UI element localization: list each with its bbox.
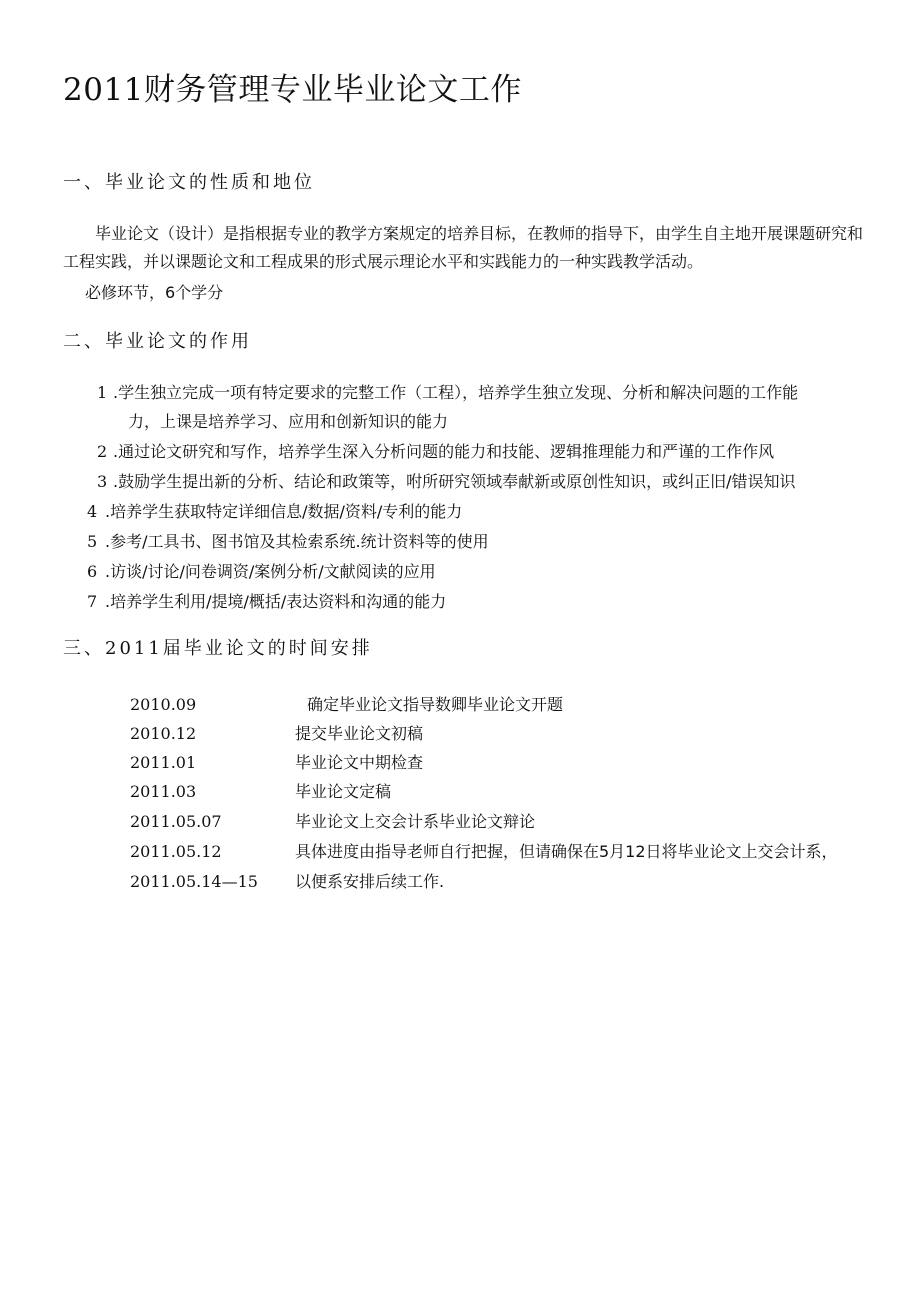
schedule-description: 以便系安排后续工作. <box>295 872 445 891</box>
list-item-text: .通过论文研究和写作，培养学生深入分析问题的能力和技能、逻辑推理能力和严谨的工作作风 <box>113 442 775 461</box>
list-item-number: 6 <box>87 562 98 581</box>
schedule-row <box>130 690 890 719</box>
section-nature-paragraph: 毕业论文（设计）是指根据专业的教学方案规定的培养目标，在教师的指导下，由学生自主地开展课题研究和工程实践，并以课题论文和工程成果的形式展示理论水平和实践能力的一种实践教学活动。 <box>63 224 864 271</box>
schedule-description: 毕业论文上交会计系毕业论文辩论 <box>295 812 536 831</box>
schedule-date: 2011.01 <box>130 753 197 772</box>
list-item-text: .鼓励学生提出新的分析、结论和政策等，咐所研究领域奉献新或原创性知识，或纠正旧/错误知识 <box>113 472 796 491</box>
schedule-description: 毕业论文中期检查 <box>295 753 424 772</box>
list-item-text: .培养学生获取特定详细信息/数据/资料/专利的能力 <box>105 502 463 521</box>
schedule-row <box>130 807 890 836</box>
schedule-date: 2011.05.12 <box>130 842 222 861</box>
schedule-row <box>130 837 890 866</box>
schedule-date: 2011.03 <box>130 782 197 801</box>
list-item-number: 2 <box>97 442 108 461</box>
schedule-row <box>130 719 890 748</box>
list-item <box>0 558 920 586</box>
schedule-date: 2010.09 <box>130 695 197 714</box>
schedule-date: 2010.12 <box>130 724 197 743</box>
schedule-row <box>130 867 890 896</box>
list-item-number: 1 <box>97 383 108 402</box>
schedule-row <box>130 777 890 806</box>
schedule-description: 提交毕业论文初稿 <box>295 724 424 743</box>
list-item <box>0 588 920 616</box>
list-item <box>0 438 920 466</box>
list-item <box>0 468 920 496</box>
list-item-text: .参考/工具书、图书馆及其检索系统.统计资料等的使用 <box>105 532 489 551</box>
section-heading-schedule: 三、2011届毕业论文的时间安排 <box>63 638 373 659</box>
schedule-date: 2011.05.07 <box>130 812 222 831</box>
list-item <box>0 379 920 435</box>
list-item-text: .培养学生利用/提境/概括/表达资料和沟通的能力 <box>105 592 447 611</box>
credit-note: 必修环节，6个学分 <box>85 283 224 302</box>
list-item-text: .学生独立完成一项有特定要求的完整工作（工程），培养学生独立发现、分析和解决问题的工作能 <box>113 383 799 402</box>
schedule-description: 毕业论文定稿 <box>295 782 392 801</box>
list-item-text-continued: 力，上课是培养学习、应用和创新知识的能力 <box>128 412 449 431</box>
page-title: 2011财务管理专业毕业论文工作 <box>63 72 522 108</box>
schedule-description: 具体进度由指导老师自行把握，但请确保在5月12日将毕业论文上交会计系， <box>295 842 838 861</box>
list-item <box>0 498 920 526</box>
section-heading-nature: 一、毕业论文的性质和地位 <box>63 172 315 193</box>
list-item-number: 5 <box>87 532 98 551</box>
section-heading-role: 二、毕业论文的作用 <box>63 331 252 352</box>
schedule-row <box>130 748 890 777</box>
schedule-date: 2011.05.14—15 <box>130 872 258 891</box>
list-item-number: 3 <box>97 472 108 491</box>
list-item-number: 7 <box>87 592 98 611</box>
schedule-description: 确定毕业论文指导数卿毕业论文开题 <box>307 695 564 714</box>
list-item-number: 4 <box>87 502 98 521</box>
list-item <box>0 528 920 556</box>
list-item-text: .访谈/讨论/问卷调资/案例分析/文献阅读的应用 <box>105 562 436 581</box>
